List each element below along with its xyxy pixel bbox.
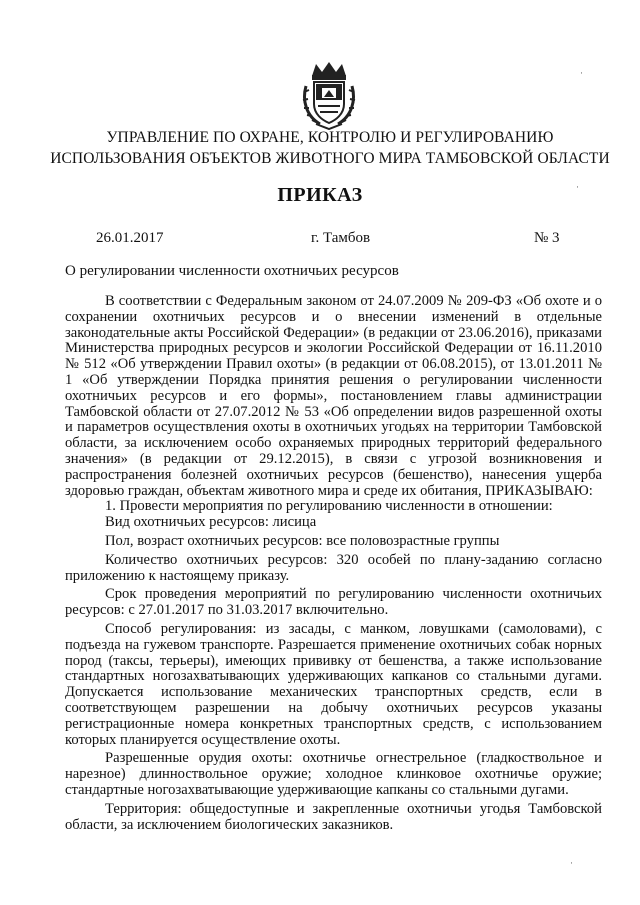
agency-header-line-2: ИСПОЛЬЗОВАНИЯ ОБЪЕКТОВ ЖИВОТНОГО МИРА ТАМБОВСКОЙ ОБЛАСТИ xyxy=(50,150,610,167)
document-body xyxy=(65,294,602,833)
paragraph-species: Вид охотничьих ресурсов: лисица xyxy=(105,514,317,531)
paragraph-method: Способ регулирования: из засады, с манком, ловушками (самоловами), с подъезда на гужевом транспорте. Разрешается применение охотничьих собак норных пород (таксы, терьеры), имеющих прививку от бешенства, а также использование стандартных ногозахватывающих удерживающих капканов со стальными дугами. Допускается использование механических транспортных средств, если в соответствующем разрешении на добычу охотничьих ресурсов указаны регистрационные номера конкретных транспортных средств, с использованием которых планируется осуществление охоты. xyxy=(65,620,602,748)
paragraph-quantity: Количество охотничьих ресурсов: 320 особей по плану-заданию согласно приложению к настоящему приказу. xyxy=(65,551,602,584)
coat-of-arms-emblem xyxy=(300,60,358,130)
document-number: № 3 xyxy=(534,230,560,246)
paragraph-preamble: В соответствии с Федеральным законом от 24.07.2009 № 209-ФЗ «Об охоте и о сохранении охотничьих ресурсов и о внесении изменений в отдельные законодательные акты Российской Федерации» (в редакции от 23.06.2016), приказами Министерства природных ресурсов и экологии Российской Федерации от 16.11.2010 № 512 «Об утверждении Правил охоты» (в редакции от 06.08.2015), от 13.01.2011 № 1 «Об утверждении Порядка принятия решения о регулировании численности охотничьих ресурсов и его формы», постановлением главы администрации Тамбовской области от 27.07.2012 № 53 «Об определении видов разрешенной охоты и параметров осуществления охоты в охотничьих угодьях на территории Тамбовской области, за исключением особо охраняемых природных территорий федерального значения» (в редакции от 29.12.2015), в связи с угрозой возникновения и распространения болезней охотничьих ресурсов (бешенство), нанесения ущерба здоровью граждан, объектам животного мира и среде их обитания, ПРИКАЗЫВАЮ: xyxy=(65,293,602,499)
paragraph-sex-age: Пол, возраст охотничьих ресурсов: все половозрастные группы xyxy=(105,532,500,549)
paragraph-territory: Территория: общедоступные и закрепленные охотничьи угодья Тамбовской области, за исключением биологических заказников. xyxy=(65,800,602,833)
paragraph-period: Срок проведения мероприятий по регулированию численности охотничьих ресурсов: с 27.01.2017 по 31.03.2017 включительно. xyxy=(65,586,602,619)
document-title: ПРИКАЗ xyxy=(277,184,363,206)
agency-header xyxy=(40,127,620,169)
agency-header-line-1: УПРАВЛЕНИЕ ПО ОХРАНЕ, КОНТРОЛЮ И РЕГУЛИРОВАНИЮ xyxy=(106,129,554,146)
scan-mark: · xyxy=(576,182,579,192)
document-subject: О регулировании численности охотничьих ресурсов xyxy=(65,263,399,279)
document-city: г. Тамбов xyxy=(311,230,371,246)
paragraph-item-1: 1. Провести мероприятия по регулированию численности в отношении: xyxy=(105,498,553,515)
scan-mark: · xyxy=(570,858,573,868)
scan-mark: · xyxy=(580,68,583,78)
paragraph-weapons: Разрешенные орудия охоты: охотничье огнестрельное (гладкоствольное и нарезное) длинноствольное оружие; холодное клинковое охотничье оружие; стандартные ногозахватывающие удерживающие капканы со стальными дугами. xyxy=(65,750,602,798)
document-date: 26.01.2017 xyxy=(96,230,164,246)
